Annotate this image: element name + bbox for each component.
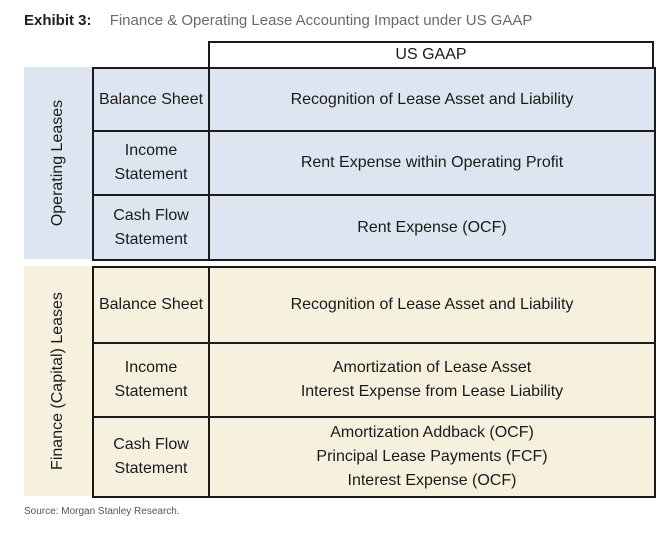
operating-leases-table bbox=[92, 67, 656, 261]
table-row bbox=[93, 343, 655, 417]
row-label-line: Statement bbox=[114, 460, 188, 477]
row-content bbox=[209, 343, 655, 417]
row-label-income-statement bbox=[93, 343, 209, 417]
exhibit-title: Finance & Operating Lease Accounting Impact under US GAAP bbox=[109, 12, 533, 29]
row-label-line: Balance Sheet bbox=[98, 90, 204, 108]
row-content bbox=[209, 267, 655, 343]
column-header-us-gaap: US GAAP bbox=[208, 41, 654, 67]
row-content bbox=[209, 195, 655, 260]
row-label-line: Income bbox=[124, 359, 178, 376]
operating-leases-label-text: Operating Leases bbox=[49, 99, 66, 227]
content-line: Rent Expense within Operating Profit bbox=[300, 154, 564, 171]
content-line: Interest Expense from Lease Liability bbox=[300, 383, 564, 400]
content-line: Recognition of Lease Asset and Liability bbox=[290, 296, 574, 313]
row-content bbox=[209, 131, 655, 195]
operating-leases-section-label bbox=[24, 67, 92, 259]
table-row bbox=[93, 131, 655, 195]
row-label-cash-flow-statement bbox=[93, 417, 209, 497]
row-label-line: Statement bbox=[114, 166, 188, 183]
row-label-line: Income bbox=[124, 142, 178, 159]
row-label-cash-flow-statement bbox=[93, 195, 209, 260]
content-line: Interest Expense (OCF) bbox=[347, 472, 517, 489]
row-content bbox=[209, 68, 655, 131]
row-label-line: Balance Sheet bbox=[98, 296, 204, 313]
exhibit-label: Exhibit 3: bbox=[24, 12, 92, 29]
table-row bbox=[93, 267, 655, 343]
row-label-income-statement bbox=[93, 131, 209, 195]
row-label-line: Statement bbox=[114, 230, 188, 248]
row-label-line: Statement bbox=[114, 383, 188, 400]
table-row bbox=[93, 195, 655, 260]
row-content bbox=[209, 417, 655, 497]
exhibit-heading bbox=[24, 12, 532, 29]
row-label-line: Cash Flow bbox=[113, 436, 189, 453]
content-line: Recognition of Lease Asset and Liability bbox=[290, 90, 574, 108]
content-line: Amortization Addback (OCF) bbox=[330, 424, 534, 441]
source-note: Source: Morgan Stanley Research. bbox=[24, 506, 180, 517]
content-line: Principal Lease Payments (FCF) bbox=[316, 448, 548, 465]
finance-leases-table bbox=[92, 266, 656, 498]
row-label-balance-sheet bbox=[93, 68, 209, 131]
row-label-balance-sheet bbox=[93, 267, 209, 343]
finance-leases-label-text: Finance (Capital) Leases bbox=[49, 292, 66, 470]
row-label-line: Cash Flow bbox=[113, 206, 189, 224]
finance-leases-section-label bbox=[24, 266, 92, 496]
content-line: Rent Expense (OCF) bbox=[357, 218, 507, 236]
table-row bbox=[93, 68, 655, 131]
content-line: Amortization of Lease Asset bbox=[332, 359, 532, 376]
table-row bbox=[93, 417, 655, 497]
